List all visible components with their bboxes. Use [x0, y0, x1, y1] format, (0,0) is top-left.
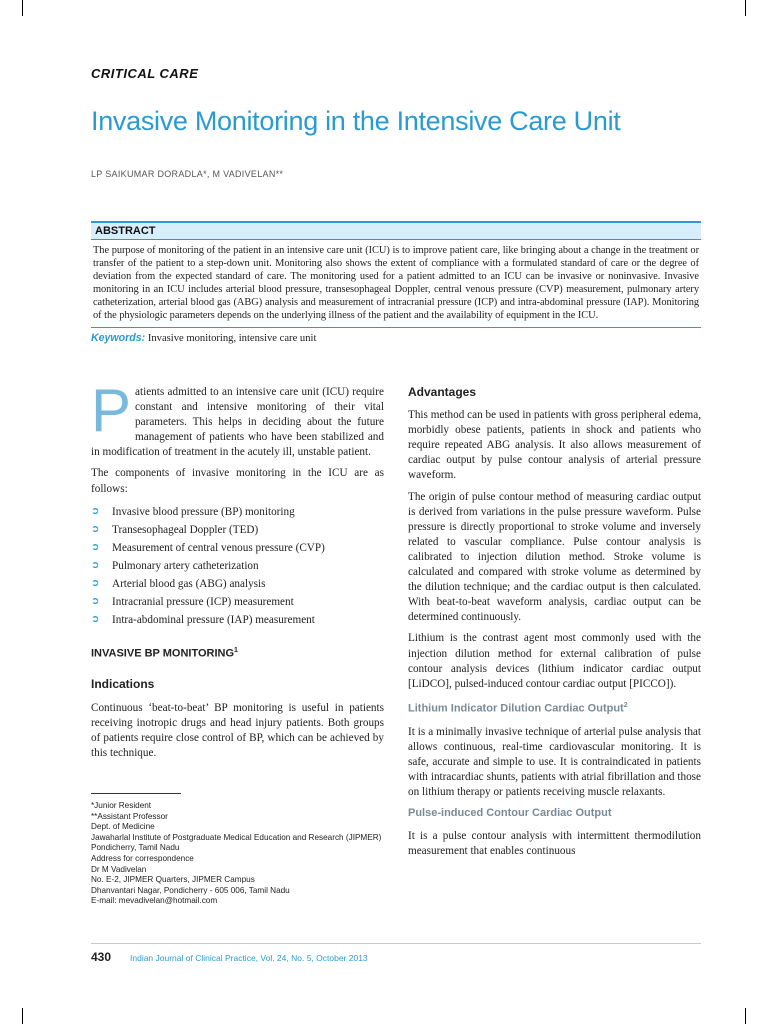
abstract-text: The purpose of monitoring of the patient in an intensive care unit (ICU) is to improve patient care, like bringing about a change in the treatment or transfer of the patient to a step-down unit. Monitoring also shows the extent of compliance with a formulated standard of care or the degree of deviation from the expected standard of care. The monitoring used for a patient admitted to an ICU can be invasive or noninvasive. Invasive monitoring in an ICU includes arterial blood pressure, transesophageal Doppler, central venous pressure (CVP) measurement, pulmonary artery catheterization, arterial blood gas (ABG) analysis and measurement of intracranial pressure (ICP) and intra-abdominal pressure (IAP). Monitoring of the physiologic parameters depends on the underlying illness of the patient and the availability of equipment in the ICU.: [91, 240, 701, 328]
footnote-line: Dr M Vadivelan: [91, 864, 147, 874]
crop-mark-top-right: [745, 0, 746, 16]
arrow-circle-icon: ➲: [91, 541, 100, 553]
arrow-circle-icon: ➲: [91, 595, 100, 607]
pulse-paragraph: It is a pulse contour analysis with intermittent thermodilution measurement that enables continuous: [408, 830, 701, 858]
right-column: [408, 385, 701, 865]
list-item: ➲ Intra-abdominal pressure (IAP) measurement: [91, 611, 384, 629]
footnote-line: E-mail: mevadivelan@hotmail.com: [91, 896, 218, 906]
subheading-lithium: Lithium Indicator Dilution Cardiac Output$^2$: [408, 701, 628, 715]
footnote-line: Jawaharlal Institute of Postgraduate Medical Education and Research (JIPMER): [91, 832, 382, 842]
section-label: CRITICAL CARE: [91, 66, 199, 81]
keywords-label: Keywords:: [91, 331, 146, 344]
subheading-indications: Indications: [91, 677, 155, 692]
section-heading-invasive-bp: INVASIVE BP MONITORING$^1$: [91, 646, 238, 660]
advantages-paragraph-1: This method can be used in patients with gross peripheral edema, morbidly obese patients, patients in shock and patients who require repeated ABG analysis. It also allows measurement of cardiac output by pulse contour analysis of arterial pressure waveform.: [408, 409, 701, 482]
components-list: [91, 503, 384, 629]
arrow-circle-icon: ➲: [91, 505, 100, 517]
arrow-circle-icon: ➲: [91, 559, 100, 571]
advantages-paragraph-3: Lithium is the contrast agent most commonly used with the injection dilution method for external calibration of pulse contour analysis devices (lithium indicator cardiac output [LiDCO], pulsed-induced contour cardiac output [PICCO]).: [408, 632, 701, 690]
list-item: ➲ Transesophageal Doppler (TED): [91, 521, 384, 539]
advantages-paragraph-2: The origin of pulse contour method of measuring cardiac output is derived from variations in the pulse pressure waveform. Pulse pressure is directly proportional to stroke volume and inversely related to vascular compliance. Pulse contour analysis is calibrated to injection dilution method. Stroke volume is calculated and compared with stroke volume as determined by the dilution technique; and the cardiac output is then calculated. With beat-to-beat waveform analysis, cardiac output can be determined continuously.: [408, 490, 701, 624]
footnote-line: Dept. of Medicine: [91, 822, 155, 832]
reference-superscript: 2: [623, 701, 628, 709]
footnote-line: Dhanvantari Nagar, Pondicherry - 605 006, Tamil Nadu: [91, 885, 290, 895]
lithium-paragraph: It is a minimally invasive technique of arterial pulse analysis that allows continuous, real-time cardiovascular monitoring. It is safe, accurate and simple to use. It is contraindicated in patients with intracardiac shunts, patients with atrial fibrillation and those on lithium therapy or patients receiving muscle relaxants.: [408, 725, 701, 798]
list-item: ➲ Intracranial pressure (ICP) measurement: [91, 593, 384, 611]
intro-paragraph: [91, 377, 384, 460]
components-intro: The components of invasive monitoring in the ICU are as follows:: [91, 467, 384, 495]
reference-superscript: 1: [234, 646, 238, 654]
indications-paragraph: Continuous ‘beat-to-beat’ BP monitoring is useful in patients receiving inotropic drugs and head injury patients. Both groups of patients require close control of BP, which can be achieved by this technique.: [91, 701, 384, 759]
list-item: ➲ Pulmonary artery catheterization: [91, 557, 384, 575]
list-item: ➲ Measurement of central venous pressure (CVP): [91, 539, 384, 557]
arrow-circle-icon: ➲: [91, 523, 100, 535]
footer-divider: [91, 943, 701, 944]
abstract-heading: ABSTRACT: [91, 221, 701, 240]
list-item: ➲ Invasive blood pressure (BP) monitoring: [91, 503, 384, 521]
footnote-line: Pondicherry, Tamil Nadu: [91, 843, 180, 853]
keywords-line: [91, 328, 701, 344]
arrow-circle-icon: ➲: [91, 577, 100, 589]
footnote-divider: [91, 793, 181, 794]
subheading-advantages: Advantages: [408, 385, 477, 399]
footnote-line: **Assistant Professor: [91, 811, 168, 821]
crop-mark-top-left: [22, 0, 23, 16]
subheading-pulse-induced: Pulse-induced Contour Cardiac Output: [408, 807, 612, 819]
footnote-line: No. E-2, JIPMER Quarters, JIPMER Campus: [91, 875, 255, 885]
intro-text: atients admitted to an intensive care unit (ICU) require constant and intensive monitoring of their vital parameters. This helps in deciding about the future management of patients who have been stabilized and in modification of treatment in the acutely ill, unstable patient.: [91, 386, 384, 459]
article-title: Invasive Monitoring in the Intensive Care Unit: [91, 106, 621, 136]
abstract-box: [91, 221, 701, 344]
authors: LP SAIKUMAR DORADLA*, M VADIVELAN**: [91, 169, 284, 179]
journal-citation: Indian Journal of Clinical Practice, Vol. 24, No. 5, October 2013: [130, 953, 368, 963]
footnote-line: *Junior Resident: [91, 801, 152, 810]
list-item: ➲ Arterial blood gas (ABG) analysis: [91, 575, 384, 593]
crop-mark-bottom-left: [22, 1008, 23, 1024]
footnotes: [91, 801, 381, 907]
arrow-circle-icon: ➲: [91, 613, 100, 625]
footnote-line: Address for correspondence: [91, 853, 194, 863]
left-column: [91, 377, 384, 767]
dropcap-letter: P: [91, 377, 132, 444]
page-number: 430: [91, 950, 112, 964]
keywords-text: Invasive monitoring, intensive care unit: [147, 332, 317, 344]
crop-mark-bottom-right: [745, 1008, 746, 1024]
